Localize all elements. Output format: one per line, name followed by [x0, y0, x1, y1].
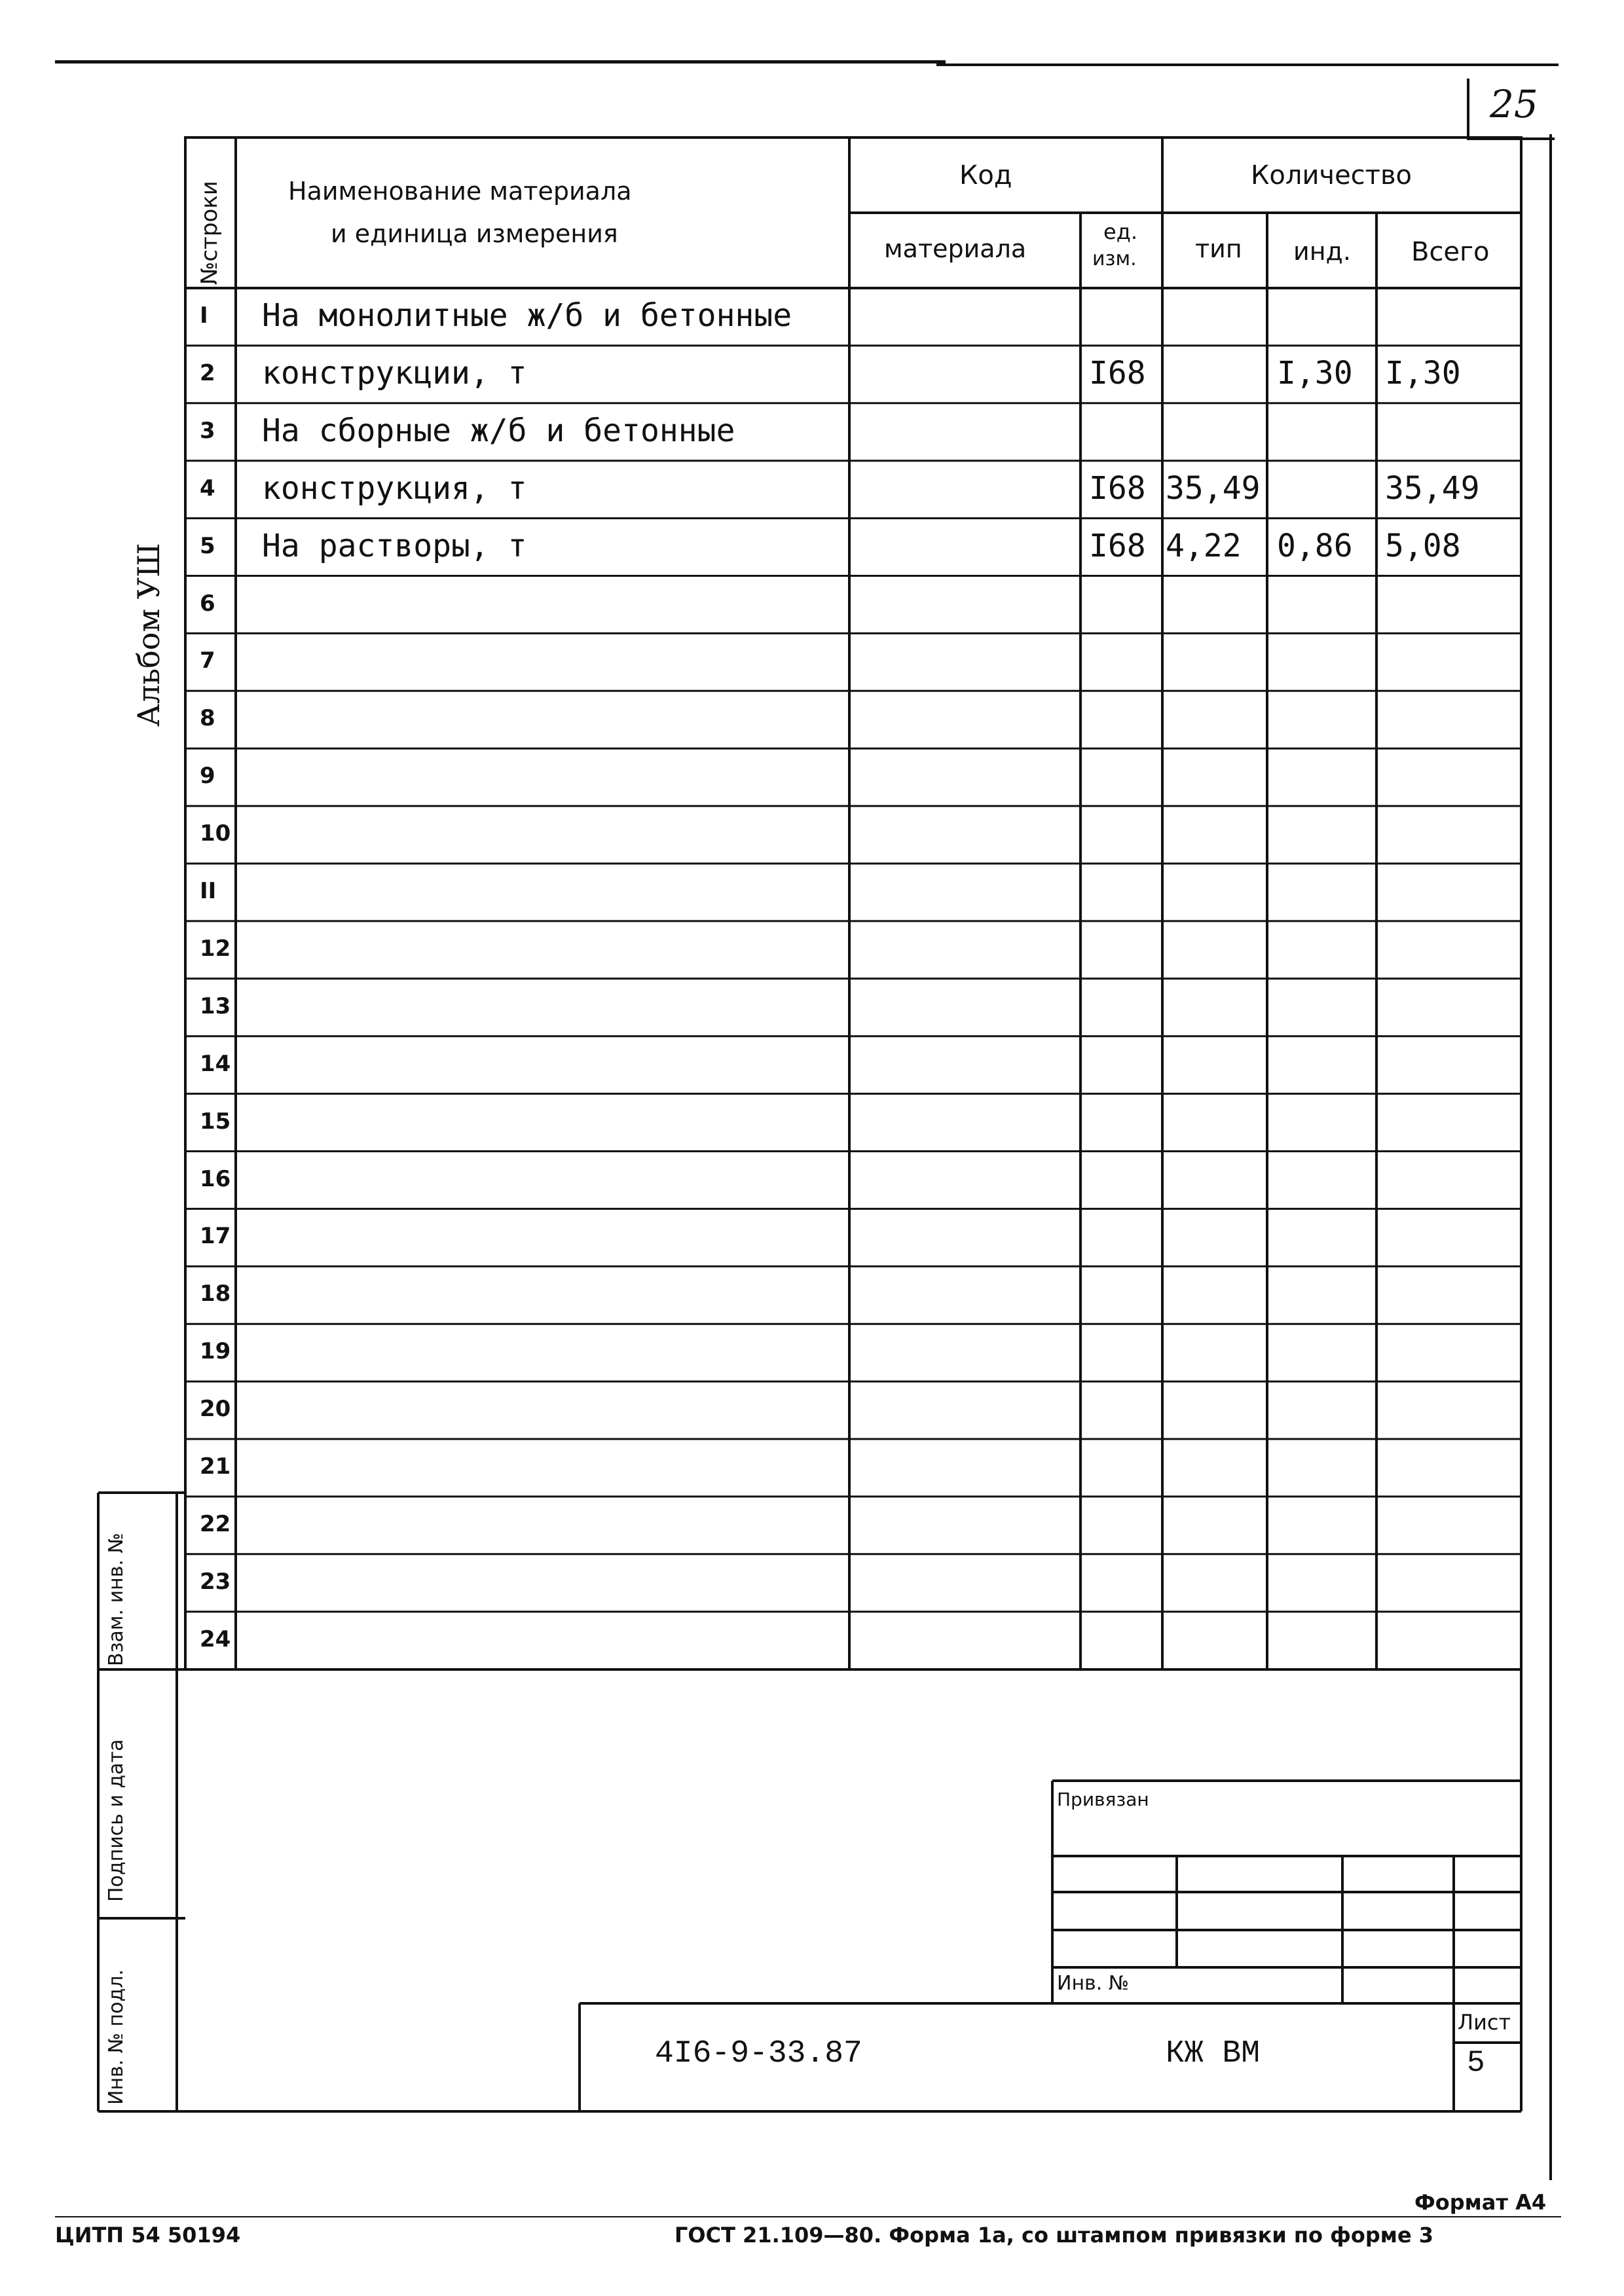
- row-cell-type: 35,49: [1166, 469, 1261, 507]
- row-cell-n: 6: [200, 590, 215, 617]
- side-podpis-data: Подпись и дата: [105, 1739, 128, 1902]
- stamp-mark: КЖ ВМ: [1166, 2036, 1261, 2071]
- row-cell-n: 8: [200, 705, 215, 732]
- row-cell-total: 35,49: [1385, 469, 1480, 507]
- row-cell-n: I: [200, 302, 208, 329]
- stamp-doc-code: 4I6-9-33.87: [655, 2036, 862, 2071]
- stamp-sheet-number: 5: [1467, 2046, 1485, 2080]
- row-cell-type: 4,22: [1166, 527, 1242, 564]
- row-cell-n: 15: [200, 1108, 231, 1135]
- footer-rule: [55, 2216, 1561, 2217]
- row-cell-name: конструкция, т: [262, 469, 527, 507]
- header-ind: инд.: [1293, 237, 1351, 266]
- row-cell-n: 23: [200, 1568, 231, 1595]
- footer-gost: ГОСТ 21.109—80. Форма 1а, со штампом привязки по форме 3: [674, 2223, 1434, 2248]
- row-cell-n: 2: [200, 359, 215, 386]
- row-cell-name: На сборные ж/б и бетонные: [262, 412, 735, 449]
- row-cell-n: 24: [200, 1626, 231, 1652]
- row-cell-unit: I68: [1089, 527, 1146, 564]
- row-cell-unit: I68: [1089, 354, 1146, 392]
- row-cell-n: 10: [200, 820, 231, 847]
- row-cell-n: 21: [200, 1453, 231, 1480]
- row-cell-n: 7: [200, 647, 215, 674]
- side-inv-podl: Инв. № подл.: [105, 1969, 128, 2105]
- row-cell-ind: I,30: [1277, 354, 1353, 392]
- row-cell-total: I,30: [1385, 354, 1461, 392]
- row-cell-n: II: [200, 878, 217, 904]
- row-cell-n: 3: [200, 417, 215, 444]
- row-cell-n: 18: [200, 1281, 231, 1307]
- row-cell-n: 17: [200, 1223, 231, 1250]
- row-cell-n: 13: [200, 993, 231, 1019]
- footer-format: Формат А4: [1414, 2190, 1547, 2215]
- stamp-privyazan: Привязан: [1057, 1789, 1149, 1810]
- header-name-line2: и единица измерения: [331, 219, 618, 248]
- header-type: тип: [1195, 234, 1242, 263]
- row-cell-ind: 0,86: [1277, 527, 1353, 564]
- row-cell-name: На монолитные ж/б и бетонные: [262, 297, 792, 334]
- header-quantity: Количество: [1251, 160, 1412, 191]
- header-unit-line2: изм.: [1092, 247, 1137, 270]
- row-cell-name: На растворы, т: [262, 527, 527, 564]
- row-cell-n: 12: [200, 935, 231, 962]
- header-total: Всего: [1411, 237, 1490, 267]
- album-label: Альбом УШ: [131, 543, 166, 727]
- row-cell-n: 5: [200, 532, 215, 559]
- side-vzam-inv: Взам. инв. №: [105, 1533, 128, 1666]
- header-material: материала: [884, 234, 1027, 263]
- footer-left: ЦИТП 54 50194: [55, 2223, 241, 2248]
- row-cell-n: 4: [200, 475, 215, 501]
- row-cell-n: 22: [200, 1510, 231, 1537]
- header-name-line1: Наименование материала: [288, 177, 632, 206]
- row-cell-n: 14: [200, 1050, 231, 1077]
- row-cell-name: конструкции, т: [262, 354, 527, 392]
- row-cell-n: 20: [200, 1396, 231, 1423]
- header-code: Код: [959, 160, 1012, 191]
- row-cell-unit: I68: [1089, 469, 1146, 507]
- row-cell-n: 16: [200, 1165, 231, 1192]
- row-cell-n: 19: [200, 1338, 231, 1365]
- page-number: 25: [1490, 82, 1538, 126]
- header-row-no: №строки: [196, 181, 223, 285]
- header-unit-line1: ед.: [1103, 219, 1137, 244]
- row-cell-total: 5,08: [1385, 527, 1461, 564]
- stamp-sheet-label: Лист: [1458, 2010, 1511, 2035]
- row-cell-n: 9: [200, 763, 215, 790]
- stamp-inv-no: Инв. №: [1057, 1972, 1130, 1995]
